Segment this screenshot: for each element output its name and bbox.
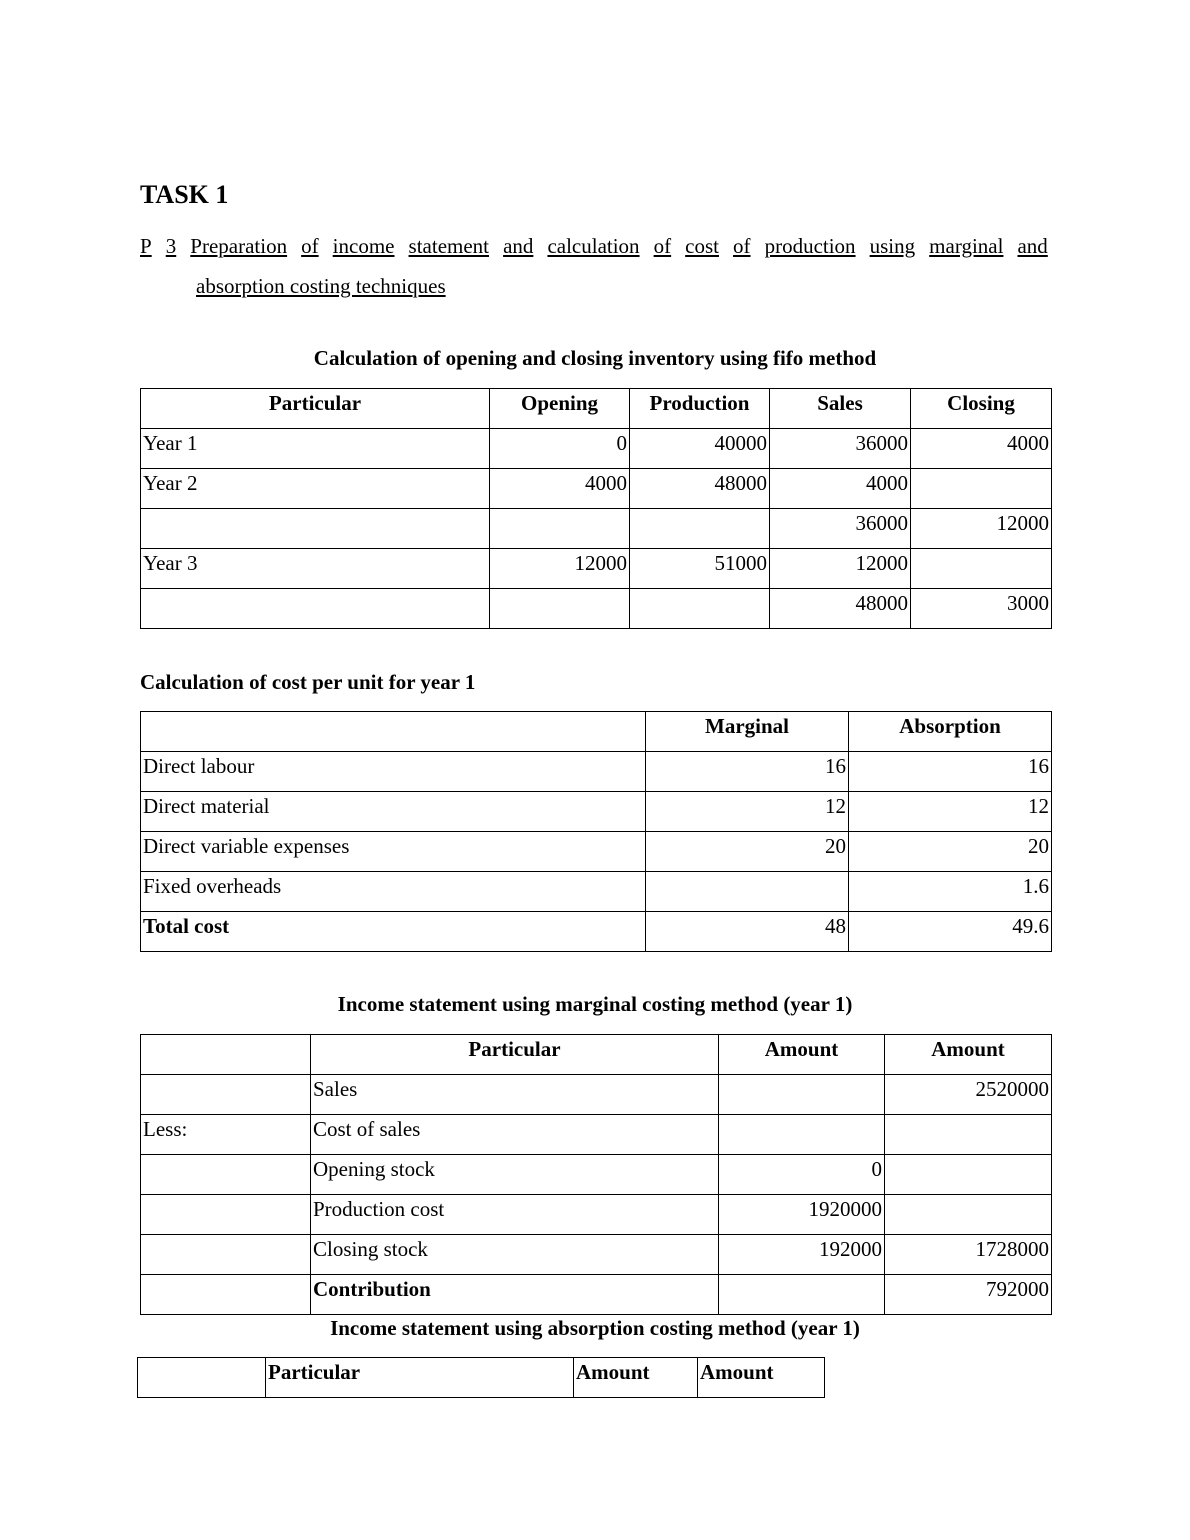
intro-word: and <box>503 234 534 258</box>
col-header: Opening <box>490 389 630 429</box>
intro-word: marginal <box>929 234 1004 258</box>
cost-per-unit-table <box>140 711 1052 952</box>
cell-sales: 4000 <box>770 469 911 509</box>
row-label: Production cost <box>311 1195 719 1235</box>
col-header: Particular <box>311 1035 719 1075</box>
intro-word: income <box>332 234 395 258</box>
intro-word: production <box>764 234 856 258</box>
cell-absorption: 49.6 <box>849 912 1052 952</box>
row-label: Fixed overheads <box>141 872 646 912</box>
table-row <box>141 429 1052 469</box>
col-header: Production <box>630 389 770 429</box>
row-label: Year 2 <box>141 469 490 509</box>
table-row <box>141 589 1052 629</box>
col-header: Amount <box>574 1358 698 1398</box>
row-prefix <box>141 1275 311 1315</box>
cell-amount-2: 2520000 <box>885 1075 1052 1115</box>
col-header: Amount <box>719 1035 885 1075</box>
row-prefix <box>141 1195 311 1235</box>
intro-word: and <box>1017 234 1048 258</box>
col-header: Sales <box>770 389 911 429</box>
cell-marginal: 16 <box>646 752 849 792</box>
col-header: Particular <box>141 389 490 429</box>
cell-production: 48000 <box>630 469 770 509</box>
intro-word: Preparation <box>190 234 288 258</box>
inventory-table <box>140 388 1052 629</box>
col-header <box>141 1035 311 1075</box>
cell-marginal <box>646 872 849 912</box>
marginal-income-title: Income statement using marginal costing method (year 1) <box>337 992 853 1016</box>
cell-absorption: 16 <box>849 752 1052 792</box>
cell-sales: 36000 <box>770 509 911 549</box>
cell-amount-2: 1728000 <box>885 1235 1052 1275</box>
table-row <box>141 752 1052 792</box>
table-row <box>141 912 1052 952</box>
inventory-table-title: Calculation of opening and closing inventory using fifo method <box>313 346 877 370</box>
table-row <box>141 1275 1052 1315</box>
cell-amount-1: 1920000 <box>719 1195 885 1235</box>
cost-header-row <box>141 712 1052 752</box>
cell-opening <box>490 589 630 629</box>
intro-word: 3 <box>165 234 177 258</box>
cell-closing: 4000 <box>911 429 1052 469</box>
cell-amount-2 <box>885 1115 1052 1155</box>
cell-opening <box>490 509 630 549</box>
table-row <box>141 509 1052 549</box>
col-header: Particular <box>266 1358 574 1398</box>
cell-amount-1: 0 <box>719 1155 885 1195</box>
cell-amount-2: 792000 <box>885 1275 1052 1315</box>
absorption-income-table <box>137 1357 825 1398</box>
row-label: Year 1 <box>141 429 490 469</box>
cell-closing <box>911 549 1052 589</box>
col-header: Amount <box>698 1358 825 1398</box>
row-label: Total cost <box>141 912 646 952</box>
table-row <box>141 549 1052 589</box>
row-label <box>141 509 490 549</box>
intro-word: using <box>869 234 916 258</box>
table-row <box>141 1235 1052 1275</box>
col-header: Closing <box>911 389 1052 429</box>
col-header <box>141 712 646 752</box>
table-row <box>141 1195 1052 1235</box>
row-label: Year 3 <box>141 549 490 589</box>
row-label: Opening stock <box>311 1155 719 1195</box>
cell-sales: 12000 <box>770 549 911 589</box>
cell-amount-1 <box>719 1275 885 1315</box>
cell-closing: 3000 <box>911 589 1052 629</box>
cell-amount-2 <box>885 1195 1052 1235</box>
cell-production <box>630 589 770 629</box>
cell-sales: 36000 <box>770 429 911 469</box>
table-row <box>141 872 1052 912</box>
cost-per-unit-title: Calculation of cost per unit for year 1 <box>140 670 476 694</box>
col-header: Amount <box>885 1035 1052 1075</box>
intro-word: calculation <box>547 234 640 258</box>
table-row <box>141 469 1052 509</box>
intro-word: of <box>733 234 751 258</box>
row-label: Direct variable expenses <box>141 832 646 872</box>
intro-word: P <box>140 234 152 258</box>
row-label: Direct labour <box>141 752 646 792</box>
row-label: Closing stock <box>311 1235 719 1275</box>
intro-word: of <box>301 234 319 258</box>
table-row <box>141 1075 1052 1115</box>
table-row <box>141 832 1052 872</box>
cell-marginal: 12 <box>646 792 849 832</box>
cell-opening: 0 <box>490 429 630 469</box>
cell-absorption: 1.6 <box>849 872 1052 912</box>
row-prefix <box>141 1155 311 1195</box>
col-header: Marginal <box>646 712 849 752</box>
marginal-income-table <box>140 1034 1052 1315</box>
col-header: Absorption <box>849 712 1052 752</box>
task-heading: TASK 1 <box>140 180 229 209</box>
col-header <box>138 1358 266 1398</box>
absorption-income-title: Income statement using absorption costing method (year 1) <box>330 1316 860 1340</box>
cell-opening: 12000 <box>490 549 630 589</box>
row-label: Contribution <box>311 1275 719 1315</box>
cell-marginal: 20 <box>646 832 849 872</box>
intro-line-2: absorption costing techniques <box>196 274 446 298</box>
intro-word: statement <box>408 234 490 258</box>
cell-opening: 4000 <box>490 469 630 509</box>
intro-paragraph <box>140 226 1048 306</box>
cell-sales: 48000 <box>770 589 911 629</box>
table-row <box>141 792 1052 832</box>
cell-closing: 12000 <box>911 509 1052 549</box>
inventory-header-row <box>141 389 1052 429</box>
marginal-header-row <box>141 1035 1052 1075</box>
intro-word: cost <box>685 234 719 258</box>
row-label <box>141 589 490 629</box>
cell-marginal: 48 <box>646 912 849 952</box>
row-prefix <box>141 1075 311 1115</box>
row-label: Cost of sales <box>311 1115 719 1155</box>
cell-production: 40000 <box>630 429 770 469</box>
row-prefix <box>141 1235 311 1275</box>
cell-absorption: 12 <box>849 792 1052 832</box>
cell-absorption: 20 <box>849 832 1052 872</box>
table-row <box>141 1115 1052 1155</box>
row-prefix: Less: <box>141 1115 311 1155</box>
table-row <box>141 1155 1052 1195</box>
absorption-header-row <box>138 1358 825 1398</box>
cell-amount-1: 192000 <box>719 1235 885 1275</box>
intro-word: of <box>653 234 672 258</box>
intro-line-1 <box>140 226 1048 266</box>
row-label: Direct material <box>141 792 646 832</box>
cell-amount-1 <box>719 1075 885 1115</box>
cell-closing <box>911 469 1052 509</box>
cell-amount-2 <box>885 1155 1052 1195</box>
cell-production <box>630 509 770 549</box>
cell-production: 51000 <box>630 549 770 589</box>
row-label: Sales <box>311 1075 719 1115</box>
cell-amount-1 <box>719 1115 885 1155</box>
